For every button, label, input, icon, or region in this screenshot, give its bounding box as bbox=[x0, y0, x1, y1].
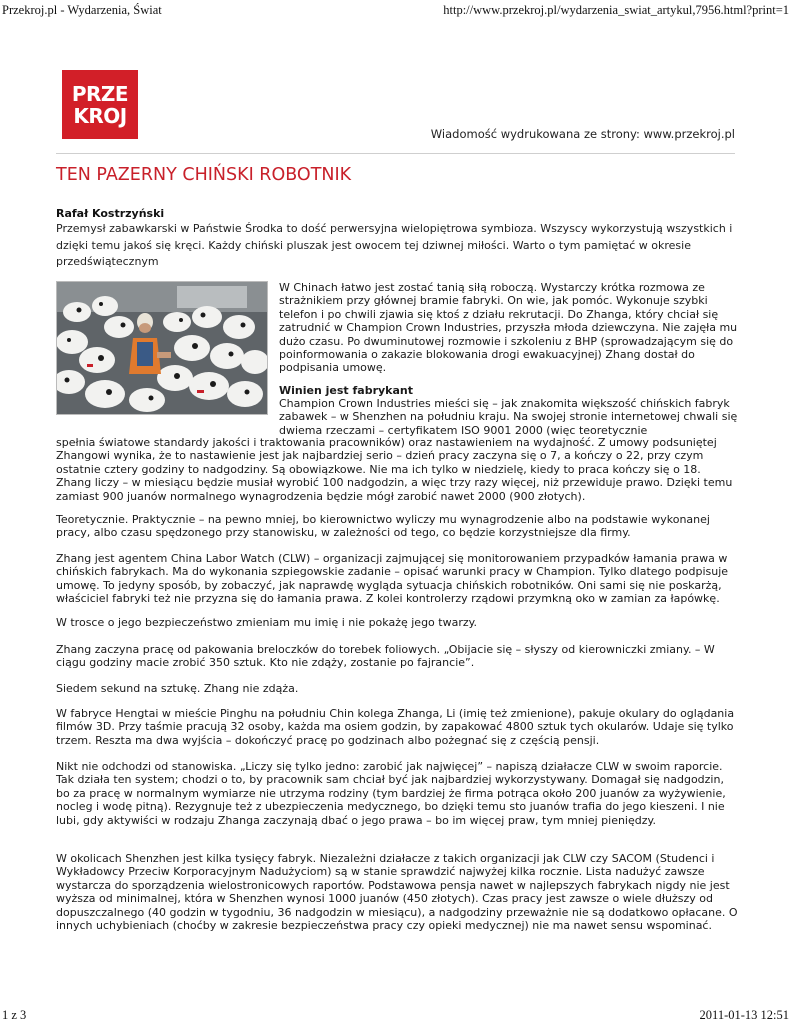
print-header-url: http://www.przekroj.pl/wydarzenia_swiat_artykul,7956.html?print=1 bbox=[443, 3, 789, 17]
logo-line-1: PRZE bbox=[71, 81, 129, 106]
printed-from-notice: Wiadomość wydrukowana ze strony: www.przekroj.pl bbox=[430, 127, 735, 141]
paragraph-8: Nikt nie odchodzi od stanowiska. „Liczy się tylko jedno: zarobić jak najwięcej” – napiszą działacze CLW w swoim raporcie. Tak działa ten system; chodzi o to, by pracownik sam chciał być jak najbardziej wykorzystywany. Domagał się nadgodzin, bo za pracę w normalnym wymiarze nie utrzyma rodziny (tym bardziej że firma potrąca około 200 juanów za wyżywienie, nocleg i wodę pitną). Rezygnuje też z ubezpieczenia medycznego, bo dzięki temu sto juanów trafia do jego kieszeni. I nie lubi, gdy aktywiści w rodzaju Zhanga zaczynają dbać o jego prawa – bo im więcej praw, tym mniej pieniędzy. bbox=[56, 760, 726, 827]
print-footer-page: 1 z 3 bbox=[2, 1008, 27, 1022]
paragraph-9: W okolicach Shenzhen jest kilka tysięcy fabryk. Niezależni działacze z takich organizacji jak CLW czy SACOM (Studenci i Wykładowcy Przeciw Korporacyjnym Nadużyciom) są w stanie sprawdzić najwyżej kilka rocznie. Lista nadużyć zawsze wystarcza do sporządzenia wielostronicowych raportów. Podstawowa pensja nawet w najlepszych fabrykach nigdy nie jest wyższa od minimalnej, która w Shenzhen wynosi 1000 juanów (450 złotych). Czas pracy jest zawsze o wiele dłuższy od dopuszczalnego (40 godzin w tygodniu, 36 nadgodzin w miesiącu), a nadgodziny przeważnie nie są dodatkowo opłacane. O innych uchybieniach (choćby w zakresie bezpieczeństwa pracy czy opieki medycznej) nie ma nawet sensu wspominać. bbox=[56, 852, 738, 933]
print-header-title: Przekroj.pl - Wydarzenia, Świat bbox=[2, 3, 162, 17]
paragraph-1: W Chinach łatwo jest zostać tanią siłą roboczą. Wystarczy krótka rozmowa ze strażnikiem przy głównej bramie fabryki. On wie, jak pomóc. Wykonuje szybki telefon i po chwili zjawia się ktoś z działu rekrutacji. Do Zhanga, który chciał się zatrudnić w Champion Crown Industries, przyszła młoda dziewczyna. Nie zajęła mu dużo czasu. Po dwuminutowej rozmowie i szkoleniu z BHP (sprowadzającym się do poinformowania o zakazie blokowania drogi ewakuacyjnej) Zhang dostał do podpisania umowę. bbox=[279, 281, 738, 375]
paragraph-3: Teoretycznie. Praktycznie – na pewno mniej, bo kierownictwo wyliczy mu wynagrodzenie albo na podstawie wykonanej pracy, albo czasu spędzonego przy stanowisku, w zależności od tego, co będzie korzystniejsze dla firmy. bbox=[56, 513, 710, 540]
print-footer-date: 2011-01-13 12:51 bbox=[699, 1008, 789, 1022]
section-subhead: Winien jest fabrykant bbox=[279, 384, 413, 397]
article-photo bbox=[56, 281, 268, 415]
factory-worker-photo bbox=[57, 282, 267, 414]
paragraph-2-start: Champion Crown Industries mieści się – jak znakomita większość chińskich fabryk zabawek – w Shenzhen na południu kraju. Na swojej stronie internetowej chwali się dwiema rzeczami – certyfikatem ISO 9001 2000 (więc teoretycznie bbox=[279, 397, 738, 437]
paragraph-4: Zhang jest agentem China Labor Watch (CLW) – organizacji zajmującej się monitorowaniem przypadków łamania prawa w chińskich fabrykach. Ma do wykonania szpiegowskie zadanie – opisać warunki pracy w Champion. Tylko dlatego podpisuje umowę. To jedyny sposób, by zobaczyć, jak naprawdę wygląda sytuacja chińskich robotników. Oni sami się nie poskarżą, właściciel fabryki też nie przyzna się do łamania prawa. Z kolei kontrolerzy rządowi przymkną oko w zamian za łapówkę. bbox=[56, 552, 729, 606]
przekroj-logo[interactable] bbox=[62, 70, 138, 139]
paragraph-4b: W trosce o jego bezpieczeństwo zmieniam mu imię i nie pokażę jego twarzy. bbox=[56, 616, 478, 629]
paragraph-2-cont: spełnia światowe standardy jakości i traktowania pracowników) oraz nastawieniem na wydajność. Z umowy podsuniętej Zhangowi wynika, że to nastawienie jest jak najbardziej serio – dzień pracy zaczyna się o 7, a kończy o 22, przy czym ostatnie cztery godziny to nadgodziny. Są obowiązkowe. Nie ma ich tylko w niedzielę, kiedy to praca kończy się o 18. Zhang liczy – w miesiącu będzie musiał wyrobić 100 nadgodzin, a więc trzy razy więcej, niż przewiduje prawo. Dzięki temu zamiast 900 juanów normalnego wynagrodzenia będzie mógł zarobić nawet 2000 (900 złotych). bbox=[56, 436, 733, 503]
lead-paragraph: Przemysł zabawkarski w Państwie Środka to dość perwersyjna wielopiętrowa symbioza. Wszyscy wykorzystują wszystkich i dzięki temu jakoś się kręci. Każdy chiński pluszak jest owocem tej dziwnej miłości. Warto o tym pamiętać w okresie przedświątecznym bbox=[56, 222, 733, 268]
paragraph-5: Zhang zaczyna pracę od pakowania breloczków do torebek foliowych. „Obijacie się – słyszy od kierowniczki zmiany. – W ciągu godziny macie zrobić 350 sztuk. Kto nie zdąży, zostanie po fajrancie”. bbox=[56, 643, 715, 670]
header-divider bbox=[56, 153, 735, 154]
article-author: Rafał Kostrzyński bbox=[56, 207, 165, 220]
article-title: TEN PAZERNY CHIŃSKI ROBOTNIK bbox=[56, 165, 352, 185]
logo-line-2: KROJ bbox=[73, 103, 127, 128]
paragraph-6: Siedem sekund na sztukę. Zhang nie zdąża. bbox=[56, 682, 299, 695]
paragraph-7: W fabryce Hengtai w mieście Pinghu na południu Chin kolega Zhanga, Li (imię też zmienione), pakuje okulary do oglądania filmów 3D. Przy taśmie pracują 32 osoby, każda ma osiem godzin, by zapakować 4800 sztuk tych okularów. Udaje się tylko trzem. Reszta ma dwa wyjścia – dokończyć pracę po godzinach albo pożegnać się z częścią pensji. bbox=[56, 707, 735, 747]
article-lead bbox=[56, 221, 736, 271]
